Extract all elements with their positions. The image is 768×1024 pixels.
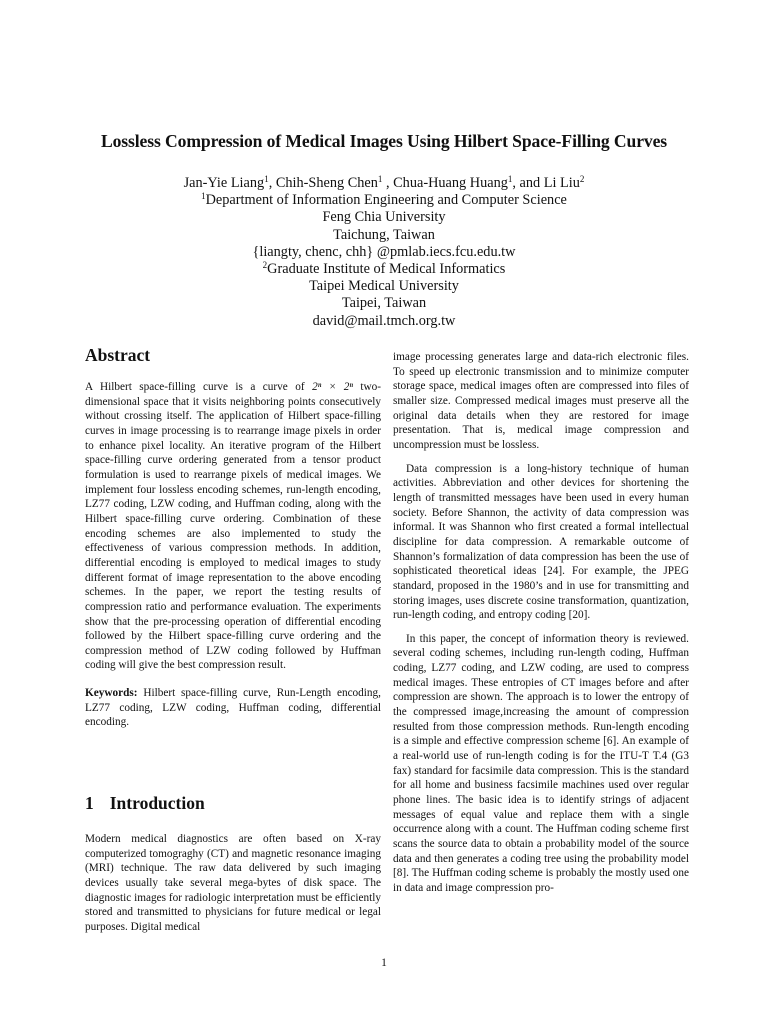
abstract-text-part: two-dimensional space that it visits neighboring points consecutively without crossing itself. The application of Hilbert space-filling curves in image processing is to rearrange image pixels in order to enhance pixel locality. An iterative program of the Hilbert space-filling curve ordering generated from a tensor product formulation is used to rearrange pixels of medical images. We implement four lossless encoding schemes, run-length encoding, LZ77 coding, LZW coding, and Huffman coding, along with the Hilbert space-filling curve ordering. Combination of these encoding schemes are also implemented to study the effectiveness of various compression methods. In addition, differential encoding is employed to medical images to study different format of image representation to the above encoding schemes. In the paper, we report the testing results of compression ratio and performance evaluation. The experiments show that the pre-processing operation of differential encoding followed by the Hilbert space-filling curve ordering and the compression method of LZW coding followed by Huffman coding will give the best compression result. [85,381,381,672]
affiliation-2-city: Taipei, Taiwan [341,295,427,312]
affiliation-2-university: Taipei Medical University [309,278,459,295]
author-names [0,175,768,192]
right-column [393,350,689,896]
affiliation-1-city: Taichung, Taiwan [333,226,435,243]
paper-title: Lossless Compression of Medical Images Using Hilbert Space-Filling Curves [100,131,668,151]
author-name: Jan-Yie Liang [183,175,265,191]
affiliation-mark: 2 [579,174,585,184]
affiliation-mark: 2 [262,260,268,271]
keywords [85,686,381,730]
affiliation-1-email: {liangty, chenc, chh} @pmlab.iecs.fcu.edu.tw [252,243,516,260]
author-name: Chua-Huang Huang [393,175,508,191]
affiliation-2-department [0,261,768,278]
affiliation-1-department [0,192,768,209]
abstract-text-part: A Hilbert space-filling curve is a curve of [85,381,313,393]
author-separator: , [382,175,394,191]
author-separator: , and [512,175,544,191]
author-name: Li Liu [543,175,580,191]
affiliation-mark: 1 [201,191,206,202]
abstract-heading: Abstract [85,345,151,365]
page-number: 1 [381,957,387,969]
intro-left-column [85,832,381,935]
abstract-math: 2ⁿ × 2ⁿ [312,381,353,393]
keywords-text: Hilbert space-filling curve, Run-Length encoding, LZ77 coding, LZW coding, Huffman coding, differential encoding. [85,687,381,729]
affiliation-mark: 1 [264,174,269,184]
abstract-text [85,380,381,673]
affiliation-2-email: david@mail.tmch.org.tw [312,312,456,329]
affiliation-mark: 1 [507,174,513,184]
author-name: Chih-Sheng Chen [275,175,378,191]
section-title: Introduction [109,793,205,813]
keywords-label: Keywords: [85,687,138,700]
intro-paragraph: image processing generates large and data-rich electronic files. To speed up electronic transmission and to minimize computer storage space, medical images often are compressed into files of smaller size. Compressed medical images must preserve all the original data details when they are restored for image presentation. That is, medical image compression and uncompression must be lossless. [393,351,689,451]
intro-paragraph: Data compression is a long-history technique of human activities. Abbreviation and other devices for shortening the length of transmitted messages have been used in every human society. Before Shannon, the activity of data compression was informal. It was Shannon who first created a formal intellectual discipline for data compression. A remarkable outcome of Shannon’s formalization of data compression has been the use of sophisticated theoretical ideas [24]. For example, the JPEG standard, proposed in the 1980’s and in use for transmitting and storing images, uses discrete cosine transformation, quantization, run-length coding, and entropy coding [20]. [393,462,689,622]
intro-paragraph: Modern medical diagnostics are often based on X-ray computerized tomograghy (CT) and magnetic resonance imaging (MRI) technique. The raw data delivered by such imaging devices usually take several mega-bytes of disk space. The diagnostic images for radiologic interpretation must be efficiently stored and transmitted to physicians for future medical or legal purposes. Digital medical [85,833,381,933]
section-number: 1 [85,793,94,813]
abstract-column [85,380,381,730]
section-heading-introduction [85,793,205,814]
affiliation-line: Department of Information Engineering and Computer Science [205,192,567,209]
author-separator: , [268,175,276,191]
affiliation-1-university: Feng Chia University [322,209,446,226]
affiliation-mark: 1 [377,174,383,184]
affiliation-line: Graduate Institute of Medical Informatics [267,261,506,278]
author-block [0,175,768,330]
intro-paragraph: In this paper, the concept of information theory is reviewed. several coding schemes, including run-length coding, Huffman coding, LZ77 coding, and LZW coding, are used to compress medical images. These entropies of CT images before and after compression are shown. The approach is to lower the entropy of the compressed image,increasing the amount of compression resulted from those compression methods. Run-length encoding is a simple and effective compression scheme [6]. An example of a real-world use of run-length coding is for the ITU-T T.4 (G3 fax) standard for facsimile data compression. This is the standard for all home and business facsimile machines used over regular phone lines. The basic idea is to identify strings of adjacent messages of equal value and replace them with a single occurrence along with a count. The Huffman coding scheme first scans the source data to obtain a probability model of the source data and then generates a coding tree using the probability model [8]. The Huffman coding scheme is probably the mostly used one in data and image compression pro- [393,632,689,894]
